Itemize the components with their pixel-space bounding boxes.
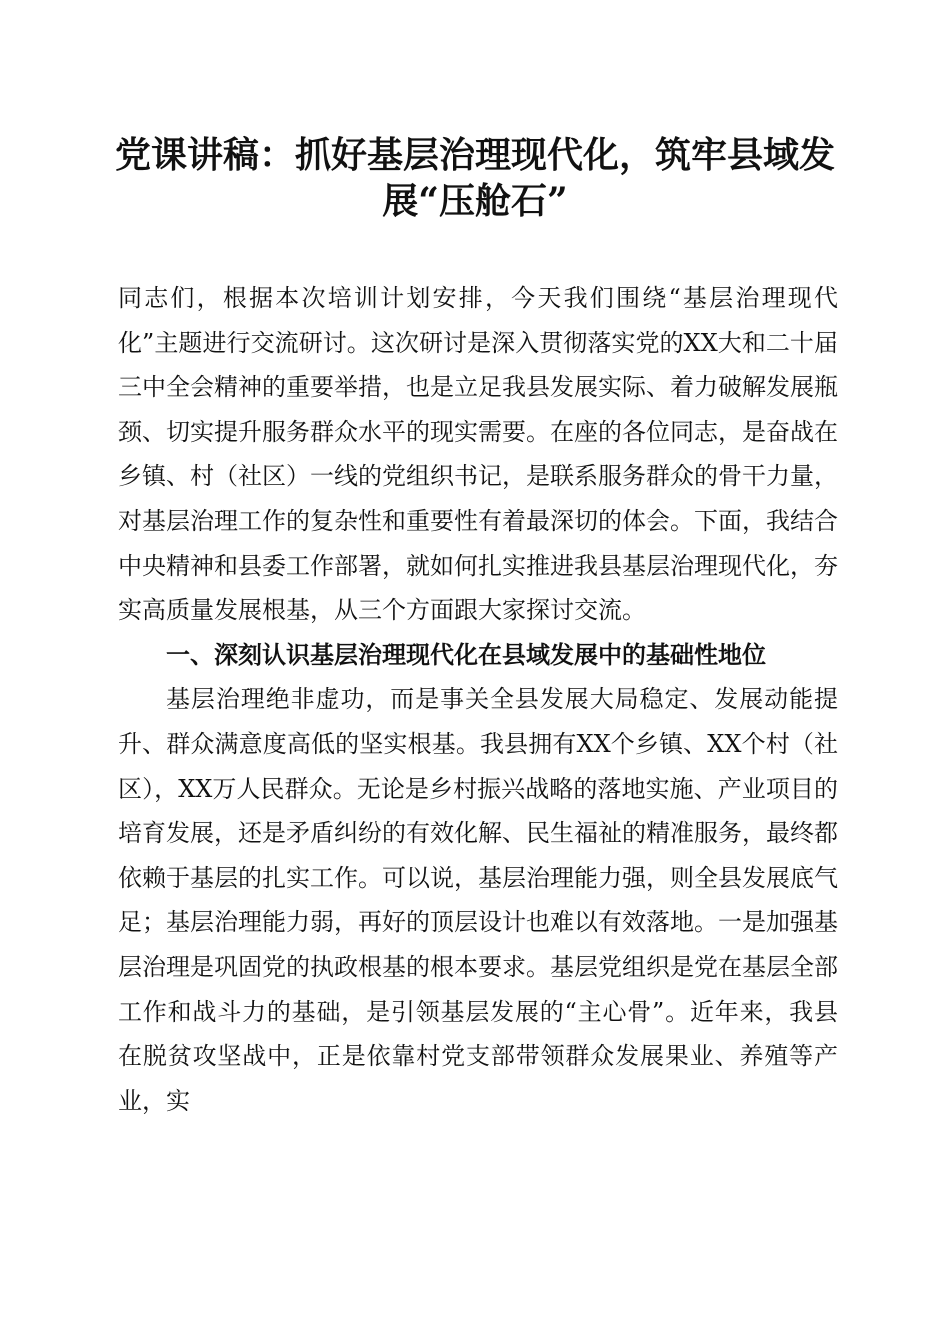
document-body xyxy=(118,276,838,1123)
section-1-heading: 一、深刻认识基层治理现代化在县域发展中的基础性地位 xyxy=(166,640,766,669)
section-1-paragraph: 基层治理绝非虚功，而是事关全县发展大局稳定、发展动能提升、群众满意度高低的坚实根基。我县拥有XX个乡镇、XX个村（社区），XX万人民群众。无论是乡村振兴战略的落地实施、产业项目的培育发展，还是矛盾纠纷的有效化解、民生福祉的精准服务，最终都依赖于基层的扎实工作。可以说，基层治理能力强，则全县发展底气足；基层治理能力弱，再好的顶层设计也难以有效落地。一是加强基层治理是巩固党的执政根基的根本要求。基层党组织是党在基层全部工作和战斗力的基础，是引领基层发展的“主心骨”。近年来，我县在脱贫攻坚战中，正是依靠村党支部带领群众发展果业、养殖等产业，实 xyxy=(118,685,838,1115)
intro-paragraph: 同志们，根据本次培训计划安排，今天我们围绕“基层治理现代化”主题进行交流研讨。这次研讨是深入贯彻落实党的XX大和二十届三中全会精神的重要举措，也是立足我县发展实际、着力破解发展瓶颈、切实提升服务群众水平的现实需要。在座的各位同志，是奋战在乡镇、村（社区）一线的党组织书记，是联系服务群众的骨干力量，对基层治理工作的复杂性和重要性有着最深切的体会。下面，我结合中央精神和县委工作部署，就如何扎实推进我县基层治理现代化，夯实高质量发展根基，从三个方面跟大家探讨交流。 xyxy=(118,284,838,625)
title-line-2: 展“压舱石” xyxy=(382,180,568,222)
title-line-1: 党课讲稿：抓好基层治理现代化，筑牢县域发 xyxy=(114,134,835,176)
document-title xyxy=(110,132,840,224)
